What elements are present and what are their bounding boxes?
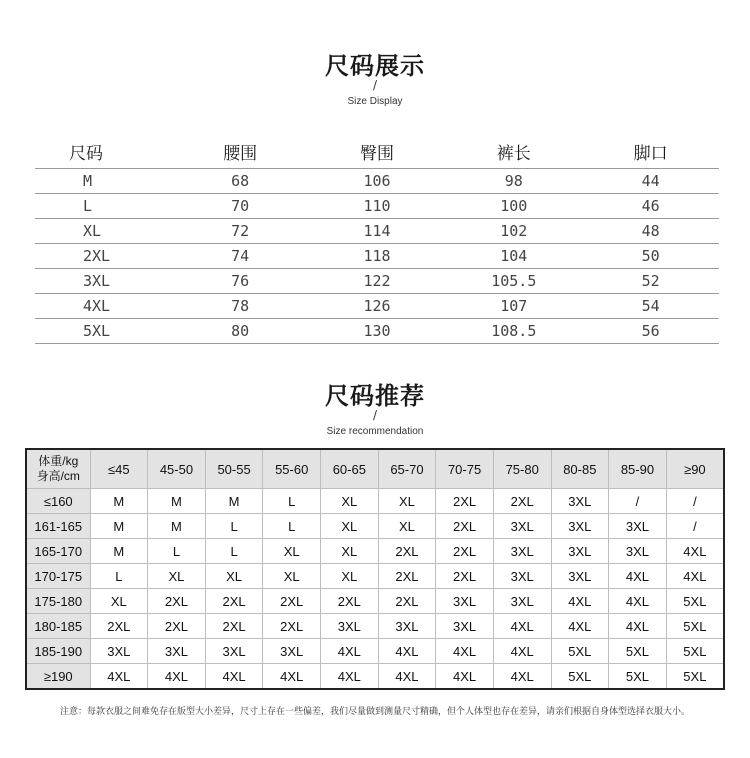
header-hip: 臀围 [309, 134, 446, 169]
size-cell: / [666, 514, 724, 539]
size-cell: XL [321, 564, 379, 589]
height-header: 161-165 [26, 514, 90, 539]
size-recommend-slash: / [372, 408, 378, 422]
cell-waist: 76 [172, 269, 309, 294]
table-row [35, 169, 719, 194]
size-cell: 4XL [205, 664, 263, 690]
size-cell: 4XL [551, 589, 609, 614]
header-hem: 脚口 [582, 134, 719, 169]
size-cell: 5XL [551, 664, 609, 690]
size-cell: 2XL [378, 564, 436, 589]
cell-hip: 110 [309, 194, 446, 219]
header-waist: 腰围 [172, 134, 309, 169]
table-row [26, 564, 724, 589]
size-cell: 2XL [205, 614, 263, 639]
cell-size: 4XL [35, 294, 172, 319]
table-row [35, 194, 719, 219]
size-display-title: 尺码展示 [325, 52, 425, 80]
size-cell: 3XL [551, 514, 609, 539]
weight-header: 85-90 [609, 449, 667, 489]
size-cell: M [205, 489, 263, 514]
cell-hem: 48 [582, 219, 719, 244]
table-row [26, 589, 724, 614]
cell-length: 108.5 [445, 319, 582, 344]
size-cell: / [666, 489, 724, 514]
weight-header: ≤45 [90, 449, 148, 489]
size-cell: 3XL [205, 639, 263, 664]
size-cell: 4XL [378, 639, 436, 664]
size-cell: XL [321, 539, 379, 564]
table-row [35, 269, 719, 294]
size-cell: 4XL [378, 664, 436, 690]
size-cell: 4XL [666, 564, 724, 589]
size-cell: L [205, 514, 263, 539]
table-row [26, 639, 724, 664]
corner-height-label: 身高/cm [36, 469, 80, 483]
size-cell: XL [321, 514, 379, 539]
header-length: 裤长 [445, 134, 582, 169]
size-cell: L [90, 564, 148, 589]
size-cell: 4XL [666, 539, 724, 564]
cell-hem: 44 [582, 169, 719, 194]
size-cell: 2XL [321, 589, 379, 614]
size-cell: M [90, 539, 148, 564]
size-cell: 4XL [551, 614, 609, 639]
size-recommend-title: 尺码推荐 [325, 382, 425, 410]
cell-hem: 56 [582, 319, 719, 344]
cell-size: 2XL [35, 244, 172, 269]
weight-header: 80-85 [551, 449, 609, 489]
size-cell: XL [263, 539, 321, 564]
size-cell: XL [378, 514, 436, 539]
cell-hem: 54 [582, 294, 719, 319]
size-cell: 3XL [436, 589, 494, 614]
cell-length: 105.5 [445, 269, 582, 294]
height-header: 175-180 [26, 589, 90, 614]
size-cell: 4XL [436, 639, 494, 664]
cell-hem: 50 [582, 244, 719, 269]
size-recommendation-table [25, 448, 725, 690]
size-cell: 2XL [263, 614, 321, 639]
size-cell: M [148, 489, 206, 514]
size-cell: 5XL [551, 639, 609, 664]
size-recommend-subtitle: Size recommendation [326, 426, 424, 437]
size-cell: 3XL [90, 639, 148, 664]
cell-hip: 130 [309, 319, 446, 344]
size-cell: XL [90, 589, 148, 614]
size-cell: 2XL [148, 589, 206, 614]
size-cell: 5XL [609, 639, 667, 664]
size-cell: L [148, 539, 206, 564]
size-cell: 4XL [493, 614, 551, 639]
size-display-subtitle: Size Display [347, 96, 403, 107]
size-cell: 4XL [609, 564, 667, 589]
size-cell: 3XL [321, 614, 379, 639]
weight-header: 70-75 [436, 449, 494, 489]
size-cell: 2XL [436, 514, 494, 539]
cell-waist: 72 [172, 219, 309, 244]
cell-size: XL [35, 219, 172, 244]
cell-length: 102 [445, 219, 582, 244]
corner-header [26, 449, 90, 489]
size-cell: 3XL [263, 639, 321, 664]
size-cell: 4XL [436, 664, 494, 690]
height-header: ≥190 [26, 664, 90, 690]
size-cell: 2XL [263, 589, 321, 614]
cell-waist: 68 [172, 169, 309, 194]
size-cell: 5XL [609, 664, 667, 690]
size-table-header-row [35, 134, 719, 169]
size-cell: 5XL [666, 614, 724, 639]
cell-hem: 52 [582, 269, 719, 294]
size-cell: XL [378, 489, 436, 514]
table-row [35, 244, 719, 269]
size-cell: 2XL [90, 614, 148, 639]
size-cell: 3XL [609, 539, 667, 564]
table-row [35, 294, 719, 319]
cell-length: 104 [445, 244, 582, 269]
size-cell: 4XL [148, 664, 206, 690]
size-cell: 3XL [609, 514, 667, 539]
size-cell: 3XL [148, 639, 206, 664]
corner-weight-label: 体重/kg [38, 454, 79, 468]
height-header: 165-170 [26, 539, 90, 564]
size-cell: M [148, 514, 206, 539]
size-cell: 2XL [378, 539, 436, 564]
size-cell: 5XL [666, 639, 724, 664]
cell-hip: 118 [309, 244, 446, 269]
weight-header: 55-60 [263, 449, 321, 489]
cell-hip: 122 [309, 269, 446, 294]
size-cell: XL [205, 564, 263, 589]
cell-size: M [35, 169, 172, 194]
size-cell: 4XL [493, 639, 551, 664]
cell-waist: 70 [172, 194, 309, 219]
height-header: 170-175 [26, 564, 90, 589]
cell-waist: 80 [172, 319, 309, 344]
height-header: 180-185 [26, 614, 90, 639]
size-cell: 2XL [205, 589, 263, 614]
size-cell: 3XL [551, 539, 609, 564]
size-cell: 4XL [609, 589, 667, 614]
size-cell: 3XL [436, 614, 494, 639]
size-cell: 4XL [609, 614, 667, 639]
cell-size: L [35, 194, 172, 219]
cell-length: 107 [445, 294, 582, 319]
size-cell: 2XL [493, 489, 551, 514]
size-cell: 4XL [321, 639, 379, 664]
weight-header: 75-80 [493, 449, 551, 489]
size-note: 注意：每款衣服之间难免存在版型大小差异，尺寸上存在一些偏差，我们尽量做到测量尺寸精确，但个人体型也存在差异，请亲们根据自身体型选择衣服大小。 [59, 707, 690, 717]
size-cell: L [263, 514, 321, 539]
cell-length: 100 [445, 194, 582, 219]
table-row [26, 664, 724, 690]
cell-waist: 78 [172, 294, 309, 319]
cell-size: 3XL [35, 269, 172, 294]
size-cell: M [90, 489, 148, 514]
size-cell: XL [321, 489, 379, 514]
size-cell: L [263, 489, 321, 514]
size-cell: 3XL [493, 589, 551, 614]
height-header: ≤160 [26, 489, 90, 514]
size-cell: 2XL [378, 589, 436, 614]
cell-hip: 114 [309, 219, 446, 244]
size-display-table [35, 134, 719, 344]
size-cell: 2XL [436, 489, 494, 514]
cell-hem: 46 [582, 194, 719, 219]
size-cell: 3XL [378, 614, 436, 639]
table-row [26, 539, 724, 564]
size-cell: L [205, 539, 263, 564]
weight-header-row [26, 449, 724, 489]
size-cell: 5XL [666, 589, 724, 614]
size-cell: 3XL [493, 564, 551, 589]
size-cell: 2XL [148, 614, 206, 639]
cell-hip: 126 [309, 294, 446, 319]
cell-hip: 106 [309, 169, 446, 194]
size-cell: 3XL [493, 514, 551, 539]
weight-header: 50-55 [205, 449, 263, 489]
cell-waist: 74 [172, 244, 309, 269]
cell-size: 5XL [35, 319, 172, 344]
size-cell: 4XL [321, 664, 379, 690]
size-cell: XL [148, 564, 206, 589]
size-cell: 4XL [263, 664, 321, 690]
cell-length: 98 [445, 169, 582, 194]
weight-header: 60-65 [321, 449, 379, 489]
weight-header: 45-50 [148, 449, 206, 489]
header-size: 尺码 [35, 134, 172, 169]
table-row [26, 614, 724, 639]
table-row [35, 319, 719, 344]
size-cell: 4XL [493, 664, 551, 690]
weight-header: 65-70 [378, 449, 436, 489]
size-cell: 4XL [90, 664, 148, 690]
size-cell: 3XL [551, 564, 609, 589]
size-cell: 3XL [551, 489, 609, 514]
size-cell: 2XL [436, 539, 494, 564]
size-cell: 2XL [436, 564, 494, 589]
table-row [26, 489, 724, 514]
size-cell: 3XL [493, 539, 551, 564]
size-cell: / [609, 489, 667, 514]
size-cell: M [90, 514, 148, 539]
size-cell: XL [263, 564, 321, 589]
table-row [35, 219, 719, 244]
size-cell: 5XL [666, 664, 724, 690]
weight-header: ≥90 [666, 449, 724, 489]
table-row [26, 514, 724, 539]
size-display-slash: / [372, 78, 378, 92]
height-header: 185-190 [26, 639, 90, 664]
